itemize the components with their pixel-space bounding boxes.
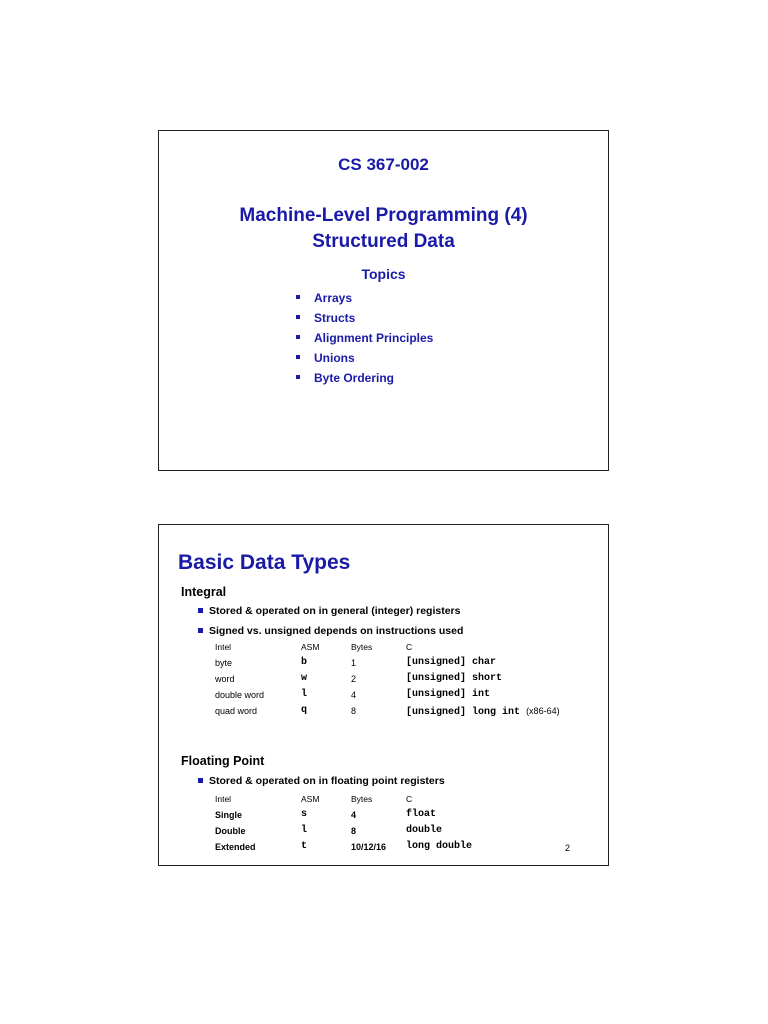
- slide-2: Basic Data Types Integral Stored & operated on in general (integer) registers Signed vs. unsigned depends on instructions used Intel ASM Bytes C byte b 1 [unsigned] char word w 2 [unsigned] short double word l 4 [unsigned] int quad word q 8 [unsigned] long int (x86-64) Floating Point Stored & operated on in floating point registers Intel ASM Bytes C Single s 4 float Double l 8 double Extended t 10/12/16 long double 2: [158, 524, 609, 866]
- integral-bullet-1: Stored & operated on in general (integer) registers: [198, 605, 460, 617]
- topic-label: Unions: [314, 351, 355, 365]
- bullet-icon: [296, 335, 300, 339]
- slide-title-line-1: Machine-Level Programming (4): [239, 205, 528, 226]
- column-header: Intel: [215, 642, 232, 652]
- floating-heading: Floating Point: [181, 754, 265, 768]
- topic-label: Alignment Principles: [314, 331, 434, 345]
- topic-label: Byte Ordering: [314, 371, 395, 385]
- bullet-icon: [296, 375, 300, 379]
- slide-1: [158, 130, 609, 471]
- slide-title-line-2: Structured Data: [312, 231, 455, 252]
- column-header: C: [406, 794, 413, 804]
- integral-bullet-2: Signed vs. unsigned depends on instructions used: [198, 625, 463, 637]
- topic-label: Arrays: [314, 291, 353, 305]
- list-item: [296, 368, 433, 388]
- integral-heading: Integral: [181, 585, 227, 599]
- bullet-icon: [198, 628, 203, 633]
- page-number: 2: [564, 843, 570, 853]
- list-item: [296, 288, 433, 308]
- list-item: [296, 328, 433, 348]
- list-item: [296, 308, 433, 328]
- column-header: ASM: [301, 794, 320, 804]
- column-header: C: [406, 642, 413, 652]
- topics-heading: Topics: [361, 266, 406, 282]
- column-header: Bytes: [351, 794, 373, 804]
- slide-title: Basic Data Types: [178, 551, 351, 574]
- platform-note: (x86-64): [526, 706, 560, 716]
- topic-label: Structs: [314, 311, 356, 325]
- slide-title: [159, 203, 608, 255]
- floating-bullet-1: Stored & operated on in floating point registers: [198, 775, 445, 787]
- bullet-icon: [296, 315, 300, 319]
- topics-list: [296, 288, 433, 388]
- bullet-icon: [198, 778, 203, 783]
- column-header: Intel: [215, 794, 232, 804]
- list-item: [296, 348, 433, 368]
- column-header: ASM: [301, 642, 320, 652]
- column-header: Bytes: [351, 642, 373, 652]
- bullet-icon: [296, 355, 300, 359]
- bullet-icon: [198, 608, 203, 613]
- bullet-icon: [296, 295, 300, 299]
- course-code: CS 367-002: [338, 155, 429, 174]
